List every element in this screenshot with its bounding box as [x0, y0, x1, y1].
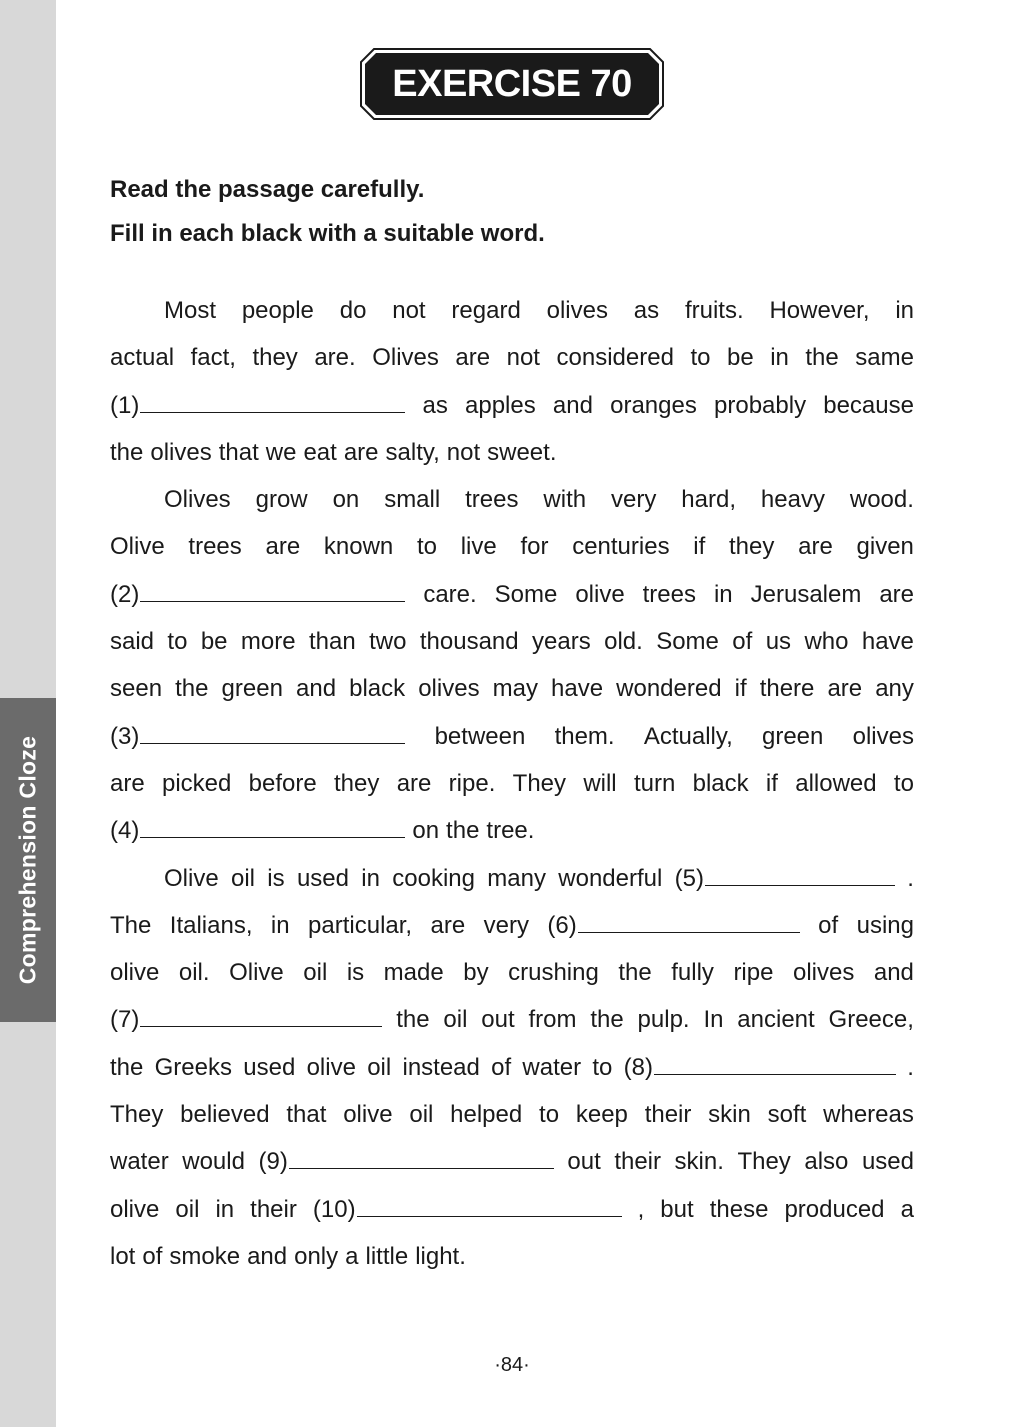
passage-word: green	[221, 675, 283, 703]
passage-word: not	[392, 297, 426, 324]
blank-underline[interactable]	[140, 1025, 382, 1027]
passage-word: used	[861, 1148, 914, 1176]
passage-word: oil	[443, 1006, 468, 1034]
blank-number: (5)	[674, 864, 704, 892]
passage-word: of	[142, 1242, 163, 1270]
passage-word: in	[361, 864, 380, 892]
passage-word: be	[200, 628, 228, 656]
passage-word: olive	[306, 1053, 356, 1081]
passage-word: not	[446, 438, 481, 466]
blank-underline[interactable]	[654, 1073, 896, 1075]
passage-word: are	[110, 769, 145, 797]
passage-word: probably	[714, 391, 807, 419]
passage-word: known	[323, 533, 394, 561]
passage-word: they	[729, 533, 775, 561]
passage-word: from	[528, 1006, 577, 1034]
passage-word: instead	[402, 1053, 480, 1081]
blank-underline[interactable]	[140, 600, 405, 602]
passage-word: lot	[110, 1242, 136, 1270]
page-number: ·84·	[494, 1354, 530, 1376]
passage-line	[110, 665, 914, 712]
passage-word: However,	[769, 297, 870, 324]
passage-word: small	[384, 486, 441, 514]
passage-word: the	[618, 959, 652, 987]
passage-word: Olives	[164, 486, 231, 514]
answer-blank[interactable]	[675, 855, 895, 902]
passage-word: regard	[451, 297, 521, 324]
passage-word: trees	[465, 486, 519, 514]
passage-word: oil	[367, 1053, 392, 1081]
passage-word: believed	[180, 1101, 270, 1129]
passage-word: of	[818, 911, 839, 939]
passage-word: to	[690, 344, 711, 372]
passage-word: used	[296, 864, 349, 892]
passage-word: out	[567, 1148, 601, 1176]
passage-word: the	[110, 438, 144, 466]
passage-word: eat	[303, 438, 337, 466]
passage-word: the	[590, 1006, 624, 1034]
passage-word: used	[243, 1053, 296, 1081]
passage-word: picked	[161, 769, 232, 797]
passage-word: Italians,	[169, 911, 253, 939]
passage-word: oil	[303, 959, 328, 987]
passage-word: light.	[415, 1242, 466, 1270]
blank-number: (3)	[110, 722, 140, 750]
passage-word: these	[709, 1195, 769, 1223]
passage-word: two	[369, 628, 407, 656]
passage-word: are	[827, 675, 863, 703]
passage-word: out	[481, 1006, 515, 1034]
passage-word: black	[349, 675, 406, 703]
passage-line	[110, 760, 914, 807]
passage-word: olive	[343, 1101, 393, 1129]
passage-word: years	[532, 628, 591, 656]
passage-word: on	[412, 817, 440, 845]
blank-number: (4)	[110, 817, 140, 845]
passage-word: before	[248, 769, 317, 797]
answer-blank[interactable]	[110, 807, 405, 854]
passage-word: fruits.	[684, 297, 744, 324]
passage-word: Greeks	[154, 1053, 232, 1081]
passage-word: is	[267, 864, 285, 892]
passage-word: Some	[656, 628, 719, 656]
passage-word: live	[460, 533, 497, 561]
passage-word: olive	[110, 1195, 160, 1223]
passage-word: olive	[575, 580, 625, 608]
passage-word: skin	[708, 1101, 751, 1129]
passage-word: and	[873, 959, 914, 987]
passage-word: if	[734, 675, 747, 703]
passage-word: to	[592, 1053, 613, 1081]
answer-blank[interactable]	[110, 382, 405, 429]
passage-word: black	[692, 769, 749, 797]
blank-underline[interactable]	[140, 742, 405, 744]
exercise-title: EXERCISE 70	[392, 63, 632, 105]
passage-word: given	[856, 533, 914, 561]
passage-word: fully	[671, 959, 714, 987]
passage-word: hard,	[681, 486, 736, 514]
passage-word: crushing	[508, 959, 599, 987]
passage-line	[110, 996, 914, 1043]
blank-number: (10)	[312, 1195, 356, 1223]
passage-word: any	[875, 675, 914, 703]
passage-word: are	[455, 344, 491, 372]
passage-word: fact,	[190, 344, 236, 372]
passage-word: because	[823, 391, 914, 419]
passage-word: their	[250, 1195, 297, 1223]
passage-word: there	[759, 675, 815, 703]
passage-word: in	[895, 297, 914, 324]
passage-word: if	[693, 533, 706, 561]
passage-word: wood.	[849, 486, 914, 514]
passage-word: sweet.	[487, 438, 557, 466]
passage-word: apples	[465, 391, 536, 419]
passage-word: centuries	[572, 533, 670, 561]
passage-word: us	[765, 628, 792, 656]
passage-word: also	[804, 1148, 849, 1176]
passage-word: Olives	[372, 344, 439, 372]
passage-word: olives	[150, 438, 212, 466]
passage-word: to	[416, 533, 437, 561]
blank-underline[interactable]	[140, 411, 405, 413]
passage-word: than	[309, 628, 356, 656]
passage-word: water	[110, 1148, 169, 1176]
passage-word: in	[713, 580, 733, 608]
passage-word: are	[879, 580, 914, 608]
passage-word: keep	[575, 1101, 628, 1129]
passage-word: skin.	[674, 1148, 724, 1176]
passage-word: trees	[642, 580, 696, 608]
passage-line	[110, 855, 914, 902]
passage-line	[110, 382, 914, 429]
passage-word: olives	[852, 722, 914, 750]
passage-word: olives	[546, 297, 608, 324]
answer-blank[interactable]	[313, 1186, 622, 1233]
passage-word: Most	[164, 297, 217, 324]
passage-word: very	[611, 486, 657, 514]
passage-word: are	[396, 769, 432, 797]
passage-word: the	[446, 817, 480, 845]
passage-word: only	[294, 1242, 339, 1270]
passage-line	[110, 618, 914, 665]
passage-word: are	[265, 533, 301, 561]
passage-word: not	[506, 344, 540, 372]
passage-word: helped	[450, 1101, 523, 1129]
passage-word: turn	[633, 769, 676, 797]
passage-word: we	[265, 438, 297, 466]
passage-word: green	[761, 722, 824, 750]
passage-word: .	[907, 864, 914, 892]
passage-word: have	[861, 628, 914, 656]
passage-word: oranges	[610, 391, 697, 419]
passage-word: they	[334, 769, 380, 797]
passage-word: the	[396, 1006, 430, 1034]
passage-word: to	[893, 769, 914, 797]
blank-underline[interactable]	[140, 836, 405, 838]
passage-word: whereas	[823, 1101, 914, 1129]
passage-line	[110, 523, 914, 570]
passage-word: ancient	[737, 1006, 815, 1034]
passage-word: care.	[423, 580, 477, 608]
passage-word: with	[543, 486, 587, 514]
passage-word: they	[252, 344, 298, 372]
passage-word: in	[270, 911, 290, 939]
passage-word: oil	[230, 864, 255, 892]
answer-blank[interactable]	[110, 571, 405, 618]
passage-word: as	[633, 297, 660, 324]
passage-word: wonderful	[558, 864, 663, 892]
passage-word: smoke	[169, 1242, 241, 1270]
passage-word: made	[383, 959, 444, 987]
blank-number: (9)	[258, 1148, 288, 1176]
passage-word: their	[644, 1101, 692, 1129]
passage-word: may	[492, 675, 538, 703]
passage-word: very	[483, 911, 529, 939]
answer-blank[interactable]	[624, 1044, 896, 1091]
passage-word: cooking	[392, 864, 475, 892]
passage-line	[110, 571, 914, 618]
blank-underline[interactable]	[705, 884, 895, 886]
passage-word: old.	[604, 628, 643, 656]
passage-word: said	[110, 628, 155, 656]
passage-line	[110, 334, 914, 381]
passage-word: grow	[255, 486, 308, 514]
blank-underline[interactable]	[289, 1167, 554, 1169]
passage-word: oil.	[178, 959, 210, 987]
passage-word: using	[856, 911, 914, 939]
passage-line	[110, 1044, 914, 1091]
passage-line	[110, 287, 914, 334]
passage-line	[110, 807, 914, 854]
passage-word: The	[110, 911, 152, 939]
passage-word: Olive	[110, 533, 165, 561]
passage-word: more	[240, 628, 296, 656]
passage-word: a	[345, 1242, 359, 1270]
passage-word: and	[247, 1242, 288, 1270]
passage-word: .	[907, 1053, 914, 1081]
passage-word: water	[522, 1053, 582, 1081]
passage-word: actual	[110, 344, 175, 372]
instruction-line: Fill in each black with a suitable word.	[110, 220, 545, 247]
passage-word: them.	[554, 722, 615, 750]
passage-line	[110, 1091, 914, 1138]
passage-word: Actually,	[643, 722, 733, 750]
answer-blank[interactable]	[547, 902, 799, 949]
passage-word: In	[703, 1006, 724, 1034]
passage-word: and	[296, 675, 337, 703]
blank-number: (2)	[110, 580, 140, 608]
passage-word: if	[765, 769, 778, 797]
passage-word: in	[770, 344, 789, 372]
passage-word: tree.	[486, 817, 535, 845]
blank-underline[interactable]	[357, 1215, 622, 1217]
passage-word: and	[552, 391, 593, 419]
passage-word: They	[737, 1148, 791, 1176]
passage-word: as	[422, 391, 448, 419]
passage-word: particular,	[308, 911, 413, 939]
passage-word: be	[726, 344, 754, 372]
passage-word: Greece,	[828, 1006, 914, 1034]
exercise-title-badge	[360, 48, 664, 120]
passage-word: thousand	[419, 628, 519, 656]
passage-word: many	[487, 864, 546, 892]
instructions	[110, 168, 914, 256]
passage-word: are	[430, 911, 466, 939]
passage-word: but	[660, 1195, 694, 1223]
passage-word: between	[434, 722, 526, 750]
passage-line	[110, 429, 914, 476]
passage-word: olives	[418, 675, 480, 703]
passage-word: seen	[110, 675, 163, 703]
passage-word: oil	[409, 1101, 434, 1129]
passage-word: is	[346, 959, 365, 987]
passage-word: allowed	[795, 769, 877, 797]
passage-word: by	[463, 959, 489, 987]
passage-word: Olive	[229, 959, 284, 987]
passage-word: on	[332, 486, 360, 514]
instruction-line: Read the passage carefully.	[110, 176, 425, 203]
passage-word: who	[804, 628, 849, 656]
passage-line	[110, 1138, 914, 1185]
passage-line	[110, 902, 914, 949]
passage-word: soft	[767, 1101, 807, 1129]
passage-word: of	[732, 628, 753, 656]
passage-word: ripe.	[448, 769, 496, 797]
blank-number: (7)	[110, 1006, 140, 1034]
passage-word: little	[365, 1242, 409, 1270]
blank-number: (1)	[110, 391, 140, 419]
cloze-passage	[110, 287, 914, 1280]
passage-word: for	[520, 533, 549, 561]
passage-word: ,	[637, 1195, 645, 1223]
answer-blank[interactable]	[259, 1138, 554, 1185]
passage-word: Some	[494, 580, 558, 608]
passage-word: They	[110, 1101, 164, 1129]
passage-word: trees	[188, 533, 242, 561]
passage-word: oil	[175, 1195, 200, 1223]
answer-blank[interactable]	[110, 713, 405, 760]
passage-line	[110, 476, 914, 523]
passage-word: people	[241, 297, 314, 324]
passage-line	[110, 1186, 914, 1233]
blank-number: (8)	[623, 1053, 653, 1081]
passage-word: are	[343, 438, 379, 466]
answer-blank[interactable]	[110, 996, 382, 1043]
passage-word: the	[175, 675, 209, 703]
passage-word: of	[491, 1053, 512, 1081]
section-tab-label: Comprehension Cloze	[14, 735, 41, 985]
passage-word: salty,	[385, 438, 440, 466]
passage-line	[110, 949, 914, 996]
blank-underline[interactable]	[578, 931, 800, 933]
passage-word: the	[805, 344, 839, 372]
blank-number: (6)	[547, 911, 577, 939]
passage-word: ripe	[733, 959, 774, 987]
passage-word: pulp.	[637, 1006, 690, 1034]
passage-line	[110, 1233, 914, 1280]
passage-word: Olive	[164, 864, 219, 892]
passage-word: a	[900, 1195, 914, 1223]
passage-word: olive	[110, 959, 160, 987]
passage-word: to	[167, 628, 188, 656]
passage-word: do	[339, 297, 367, 324]
passage-word: are	[798, 533, 833, 561]
passage-word: olives	[792, 959, 855, 987]
passage-word: the	[110, 1053, 144, 1081]
passage-word: their	[614, 1148, 661, 1176]
passage-word: are.	[314, 344, 356, 372]
passage-word: produced	[784, 1195, 885, 1223]
passage-word: would	[182, 1148, 245, 1176]
passage-word: same	[855, 344, 914, 372]
passage-line	[110, 713, 914, 760]
passage-word: They	[512, 769, 567, 797]
passage-word: that	[286, 1101, 327, 1129]
passage-word: have	[551, 675, 604, 703]
passage-word: that	[218, 438, 259, 466]
passage-word: Jerusalem	[750, 580, 862, 608]
passage-word: will	[583, 769, 617, 797]
passage-word: in	[215, 1195, 235, 1223]
passage-word: wondered	[616, 675, 722, 703]
passage-word: heavy	[760, 486, 825, 514]
passage-word: considered	[556, 344, 674, 372]
passage-word: to	[539, 1101, 560, 1129]
